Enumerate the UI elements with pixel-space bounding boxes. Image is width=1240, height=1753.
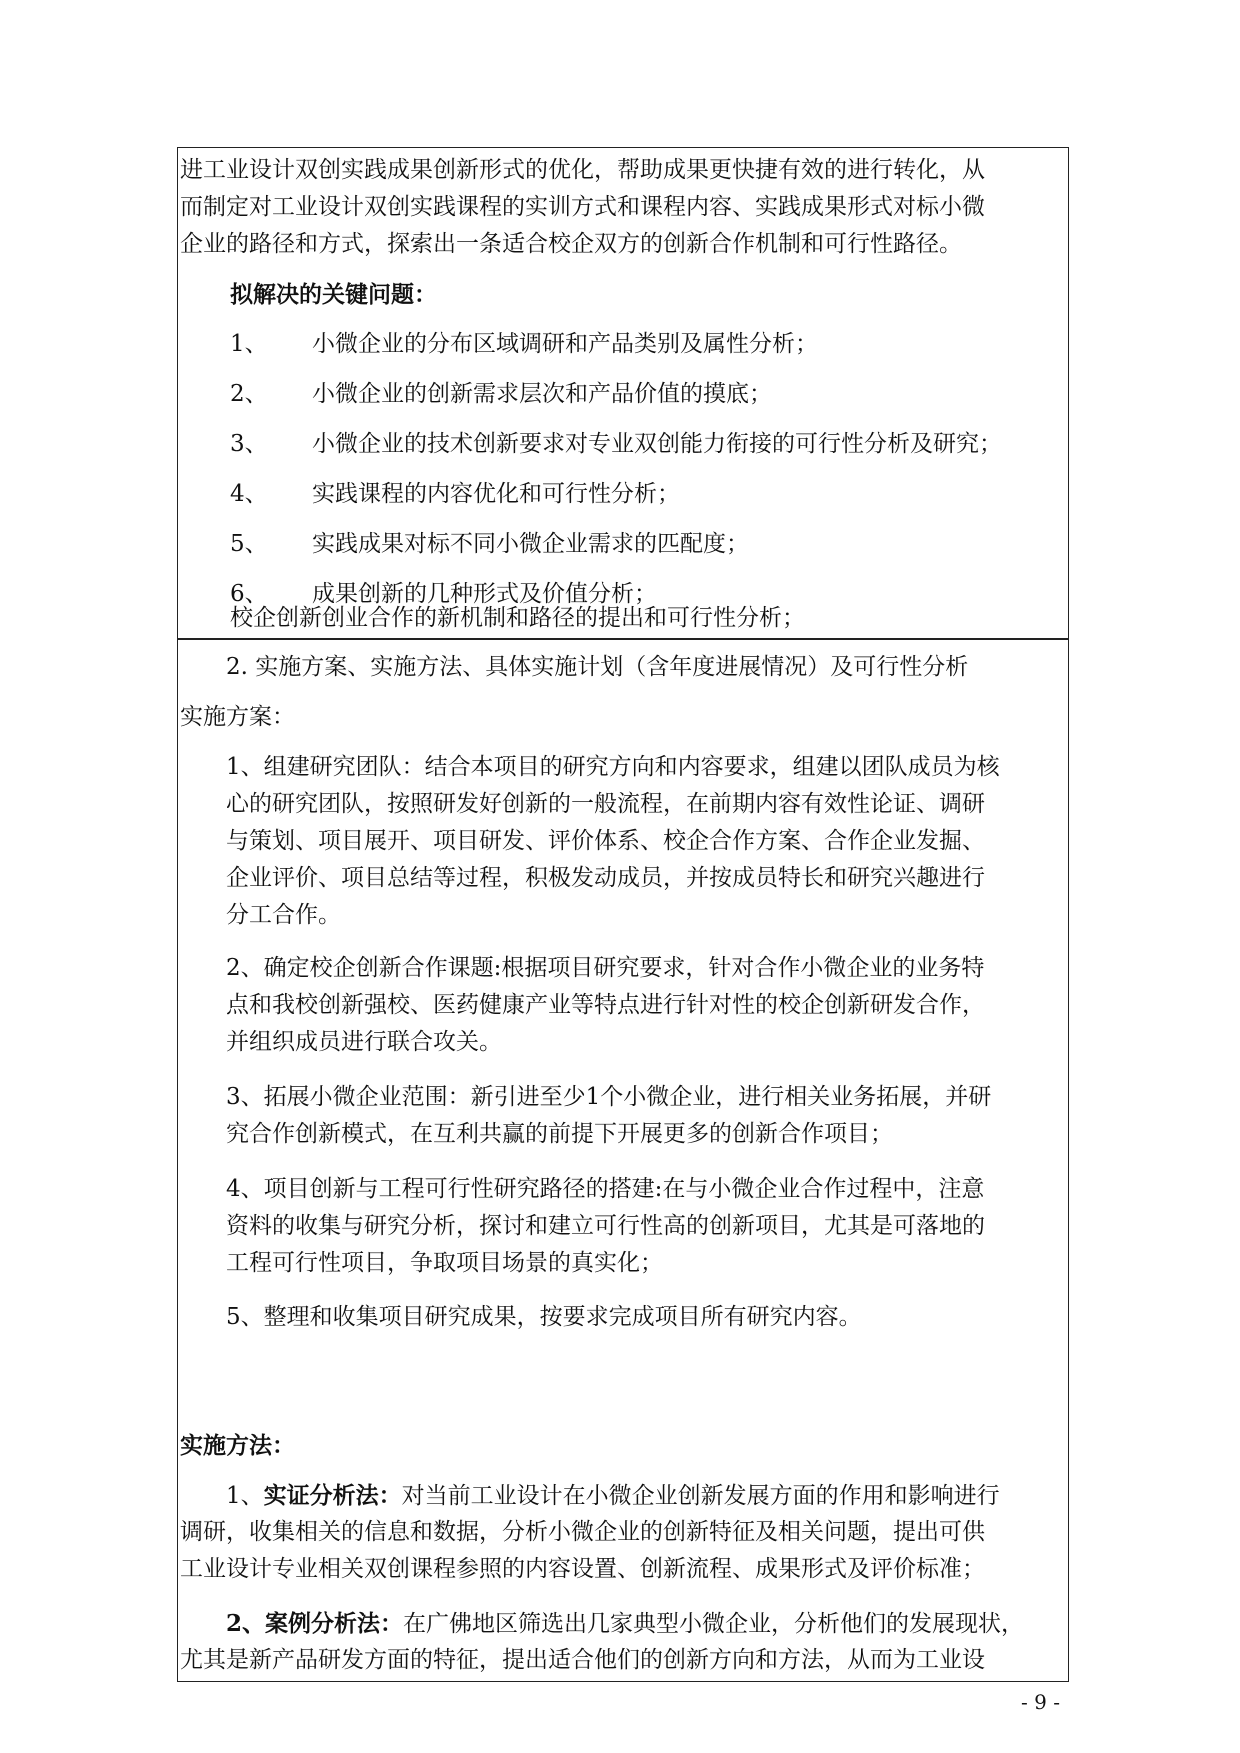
method-1-line: 调研，收集相关的信息和数据，分析小微企业的创新特征及相关问题，提出可供 bbox=[180, 1519, 985, 1545]
plan-item-4-line: 4、项目创新与工程可行性研究路径的搭建:在与小微企业合作过程中，注意 bbox=[226, 1176, 985, 1202]
key-item-text: 小微企业的技术创新要求对专业双创能力衔接的可行性分析及研究； bbox=[312, 431, 1002, 457]
method-1-line bbox=[226, 1477, 1000, 1515]
section-heading: 2. 实施方案、实施方法、具体实施计划（含年度进展情况）及可行性分析 bbox=[226, 654, 969, 680]
key-item-number: 4、 bbox=[230, 481, 268, 507]
plan-item-1-line: 与策划、项目展开、项目研发、评价体系、校企合作方案、合作企业发掘、 bbox=[226, 828, 985, 854]
method-2-term: 案例分析法： bbox=[265, 1610, 404, 1637]
key-item-text: 成果创新的几种形式及价值分析； bbox=[312, 581, 657, 607]
page-number: - 9 - bbox=[1021, 1690, 1060, 1714]
key-item bbox=[230, 526, 749, 563]
key-item-number: 5、 bbox=[230, 531, 268, 557]
plan-item-4-line: 工程可行性项目，争取项目场景的真实化； bbox=[226, 1250, 663, 1276]
key-item-number: 1、 bbox=[230, 331, 268, 357]
key-item-text: 小微企业的分布区域调研和产品类别及属性分析； bbox=[312, 331, 818, 357]
key-item bbox=[230, 376, 772, 413]
intro-line-3: 企业的路径和方式，探索出一条适合校企双方的创新合作机制和可行性路径。 bbox=[180, 231, 962, 257]
plan-item-1-line: 心的研究团队，按照研发好创新的一般流程，在前期内容有效性论证、调研 bbox=[226, 791, 985, 817]
key-item-text: 实践成果对标不同小微企业需求的匹配度； bbox=[312, 531, 749, 557]
key-item-text: 实践课程的内容优化和可行性分析； bbox=[312, 481, 680, 507]
table-cell-implementation bbox=[177, 638, 1069, 1682]
plan-item-1-line: 企业评价、项目总结等过程，积极发动成员，并按成员特长和研究兴趣进行 bbox=[226, 865, 985, 891]
key-item bbox=[230, 326, 818, 363]
method-2-text: 在广佛地区筛选出几家典型小微企业，分析他们的发展现状， bbox=[403, 1611, 1025, 1637]
plan-item-3-line: 究合作创新模式，在互利共赢的前提下开展更多的创新合作项目； bbox=[226, 1121, 893, 1147]
method-1-number: 1、 bbox=[226, 1483, 264, 1509]
key-item-number: 6、 bbox=[230, 581, 268, 607]
intro-line-1: 进工业设计双创实践成果创新形式的优化，帮助成果更快捷有效的进行转化，从 bbox=[180, 157, 985, 183]
plan-item-1-line: 分工合作。 bbox=[226, 902, 341, 928]
key-item bbox=[230, 476, 680, 513]
method-1-text: 对当前工业设计在小微企业创新发展方面的作用和影响进行 bbox=[401, 1483, 1000, 1509]
plan-item-2-line: 2、确定校企创新合作课题:根据项目研究要求，针对合作小微企业的业务特 bbox=[226, 955, 985, 981]
key-item-number: 3、 bbox=[230, 431, 268, 457]
key-last-line: 校企创新创业合作的新机制和路径的提出和可行性分析； bbox=[230, 605, 805, 631]
method-1-line: 工业设计专业相关双创课程参照的内容设置、创新流程、成果形式及评价标准； bbox=[180, 1556, 985, 1582]
plan-item-3-line: 3、拓展小微企业范围：新引进至少1个小微企业，进行相关业务拓展，并研 bbox=[226, 1084, 992, 1110]
plan-item-1-line: 1、组建研究团队：结合本项目的研究方向和内容要求，组建以团队成员为核 bbox=[226, 754, 1000, 780]
plan-item-2-line: 并组织成员进行联合攻关。 bbox=[226, 1029, 502, 1055]
key-item bbox=[230, 426, 1002, 463]
method-1-term: 实证分析法： bbox=[263, 1482, 402, 1509]
plan-item-2-line: 点和我校创新强校、医药健康产业等特点进行针对性的校企创新研发合作， bbox=[226, 992, 985, 1018]
plan-label: 实施方案： bbox=[180, 704, 295, 730]
key-problems-heading: 拟解决的关键问题： bbox=[230, 281, 437, 308]
plan-item-5-line: 5、整理和收集项目研究成果，按要求完成项目所有研究内容。 bbox=[226, 1304, 862, 1330]
intro-line-2: 而制定对工业设计双创实践课程的实训方式和课程内容、实践成果形式对标小微 bbox=[180, 194, 985, 220]
method-label: 实施方法： bbox=[180, 1432, 295, 1459]
method-2-number: 2、 bbox=[226, 1610, 266, 1637]
method-2-line bbox=[226, 1605, 1024, 1643]
plan-item-4-line: 资料的收集与研究分析，探讨和建立可行性高的创新项目，尤其是可落地的 bbox=[226, 1213, 985, 1239]
key-item-text: 小微企业的创新需求层次和产品价值的摸底； bbox=[312, 381, 772, 407]
table-cell-research-content bbox=[177, 147, 1069, 640]
key-item-number: 2、 bbox=[230, 381, 268, 407]
method-2-line: 尤其是新产品研发方面的特征，提出适合他们的创新方向和方法，从而为工业设 bbox=[180, 1647, 985, 1673]
